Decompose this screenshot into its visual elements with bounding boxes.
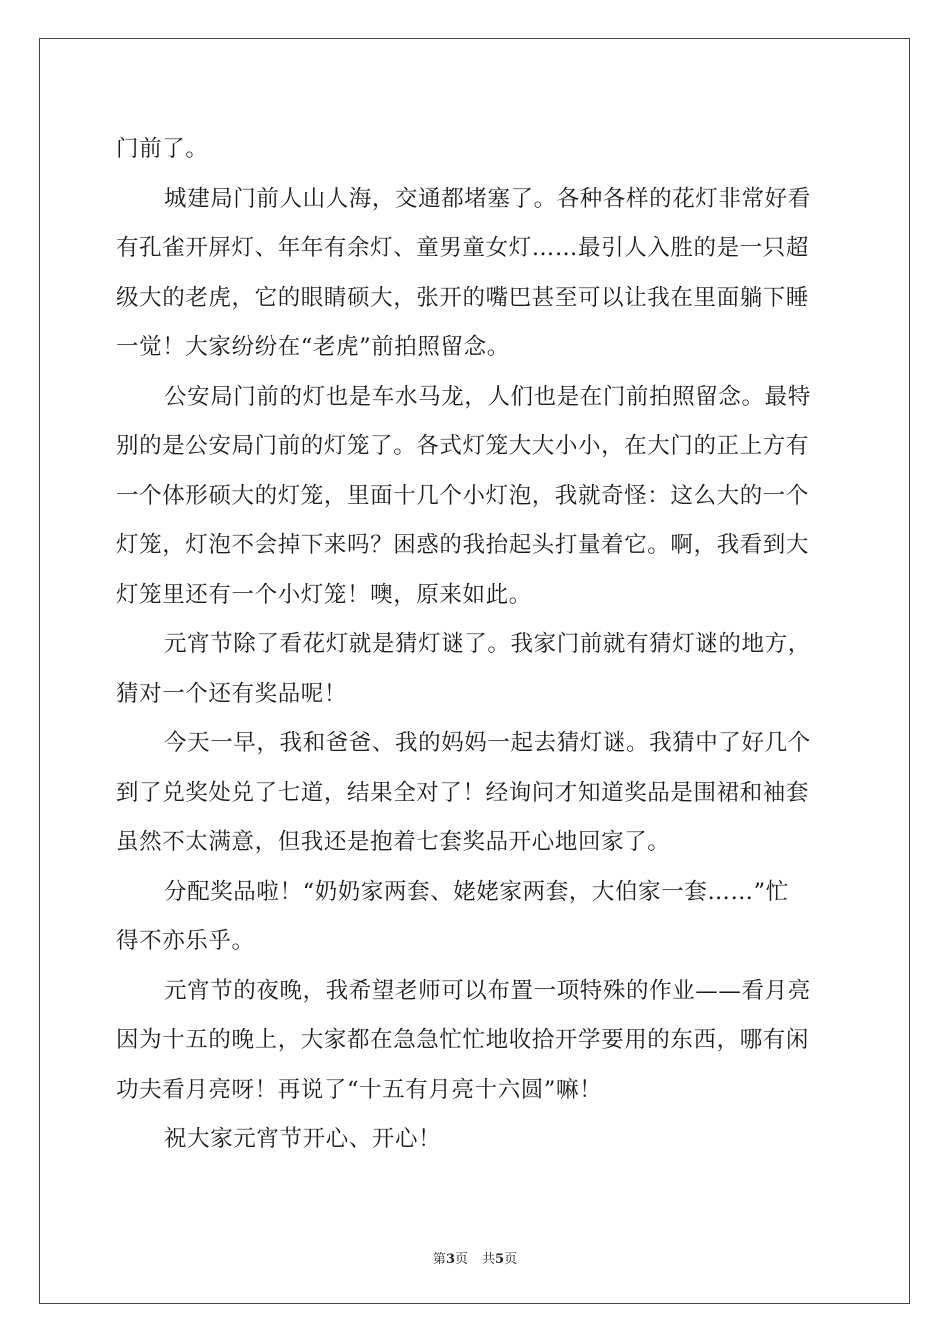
document-body (116, 125, 838, 1165)
text-line: 有孔雀开屏灯、年年有余灯、童男童女灯……最引人入胜的是一只超 (116, 235, 810, 261)
text-line: 灯笼里还有一个小灯笼！噢，原来如此。 (116, 581, 532, 608)
page-prefix: 第 (432, 1252, 446, 1267)
page-number: 3 (445, 1252, 455, 1267)
text-line: 今天一早，我和爸爸、我的妈妈一起去猜灯谜。我猜中了好几个 (164, 730, 811, 756)
text-line: 城建局门前人山人海，交通都堵塞了。各种各样的花灯非常好看 (164, 185, 811, 212)
page-suffix: 页 (454, 1252, 468, 1267)
text-line: 一觉！大家纷纷在“老虎”前拍照留念。 (116, 334, 510, 360)
text-line: 因为十五的晚上，大家都在急急忙忙地收拾开学要用的东西，哪有闲 (116, 1027, 810, 1053)
total-suffix: 页 (504, 1252, 518, 1267)
text-line: 虽然不太满意，但我还是抱着七套奖品开心地回家了。 (116, 829, 671, 855)
text-line: 门前了。 (116, 136, 209, 162)
text-line: 元宵节除了看花灯就是猜灯谜了。我家门前就有猜灯谜的地方， (164, 631, 811, 657)
text-line: 得不亦乐乎。 (116, 928, 255, 954)
text-line: 猜对一个还有奖品呢！ (116, 680, 348, 707)
text-line: 公安局门前的灯也是车水马龙，人们也是在门前拍照留念。最特 (164, 383, 811, 410)
text-line: 分配奖品啦！“奶奶家两套、姥姥家两套，大伯家一套……”忙 (164, 878, 789, 905)
text-line: 级大的老虎，它的眼睛硕大，张开的嘴巴甚至可以让我在里面躺下睡 (116, 284, 810, 311)
text-line: 功夫看月亮呀！再说了“十五有月亮十六圆”嘛！ (116, 1076, 603, 1103)
text-line: 别的是公安局门前的灯笼了。各式灯笼大大小小，在大门的正上方有 (116, 433, 810, 459)
text-line: 祝大家元宵节开心、开心！ (164, 1126, 442, 1152)
text-line: 一个体形硕大的灯笼，里面十几个小灯泡，我就奇怪：这么大的一个 (116, 482, 810, 509)
text-line: 元宵节的夜晚，我希望老师可以布置一项特殊的作业——看月亮 (164, 977, 811, 1004)
total-pages: 5 (495, 1252, 505, 1267)
text-line: 灯笼，灯泡不会掉下来吗？困惑的我抬起头打量着它。啊，我看到大 (116, 532, 810, 558)
page-footer (0, 1248, 950, 1267)
text-line: 到了兑奖处兑了七道，结果全对了！经询问才知道奖品是围裙和袖套 (116, 779, 810, 806)
total-prefix: 共 (482, 1252, 496, 1267)
